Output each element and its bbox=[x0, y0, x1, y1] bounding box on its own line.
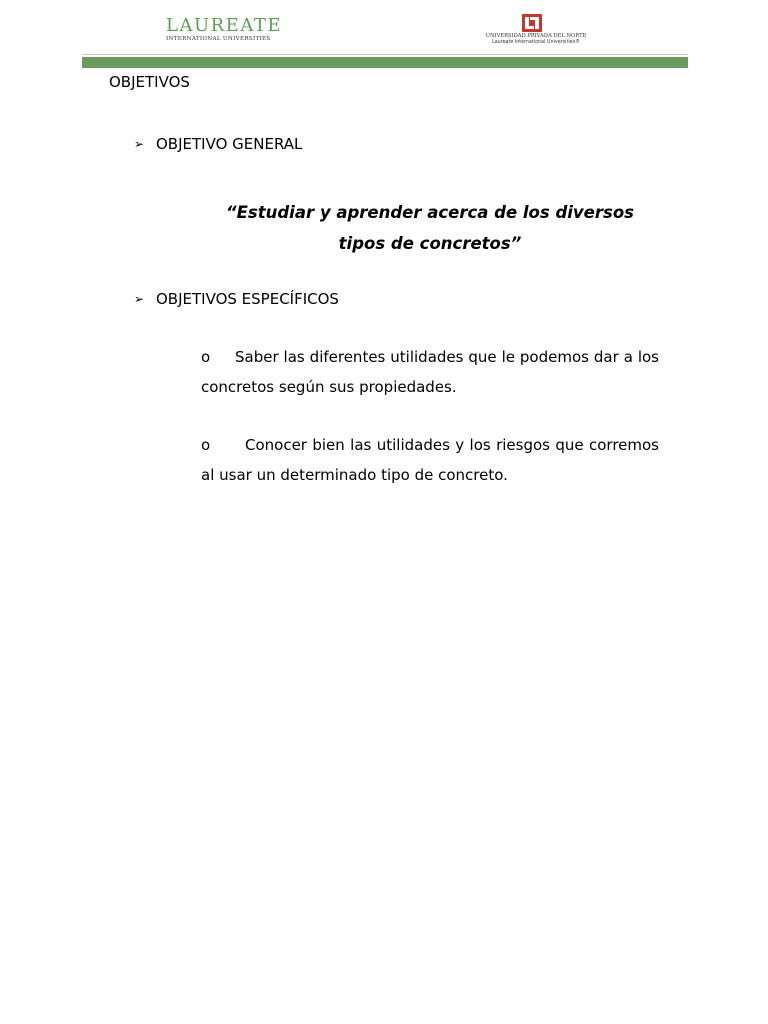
list-item-text: Conocer bien las utilidades y los riesgos que corremos al usar un determinado tipo de concreto. bbox=[201, 436, 659, 484]
page-header bbox=[0, 0, 768, 70]
header-green-band bbox=[82, 57, 688, 68]
upn-logo-mark-icon bbox=[522, 14, 542, 32]
section-title-especificos: OBJETIVOS ESPECÍFICOS bbox=[156, 290, 339, 308]
section-objetivos-especificos bbox=[134, 289, 339, 309]
list-marker: o bbox=[201, 436, 211, 454]
arrow-bullet-icon: ➢ bbox=[134, 137, 145, 151]
laureate-logo-name: LAUREATE bbox=[166, 15, 282, 36]
quote-line-2: tipos de concretos” bbox=[338, 234, 522, 253]
upn-logo-subtitle: Laureate International Universities® bbox=[492, 40, 580, 45]
section-objetivo-general bbox=[134, 134, 302, 154]
laureate-logo bbox=[166, 15, 322, 44]
list-item-text: Saber las diferentes utilidades que le podemos dar a los concretos según sus propiedades. bbox=[201, 348, 659, 396]
page-title: OBJETIVOS bbox=[109, 73, 190, 91]
list-item bbox=[201, 342, 659, 402]
header-divider bbox=[82, 54, 688, 55]
arrow-bullet-icon: ➢ bbox=[134, 292, 145, 306]
section-title-general: OBJETIVO GENERAL bbox=[156, 135, 303, 153]
general-objective-quote bbox=[150, 197, 710, 259]
list-item bbox=[201, 430, 659, 490]
upn-logo bbox=[456, 14, 616, 50]
laureate-logo-subtitle: INTERNATIONAL UNIVERSITIES bbox=[166, 36, 271, 42]
list-marker: o bbox=[201, 348, 211, 366]
quote-line-1: “Estudiar y aprender acerca de los diversos bbox=[226, 203, 634, 222]
upn-logo-name: UNIVERSIDAD PRIVADA DEL NORTE bbox=[485, 33, 587, 39]
